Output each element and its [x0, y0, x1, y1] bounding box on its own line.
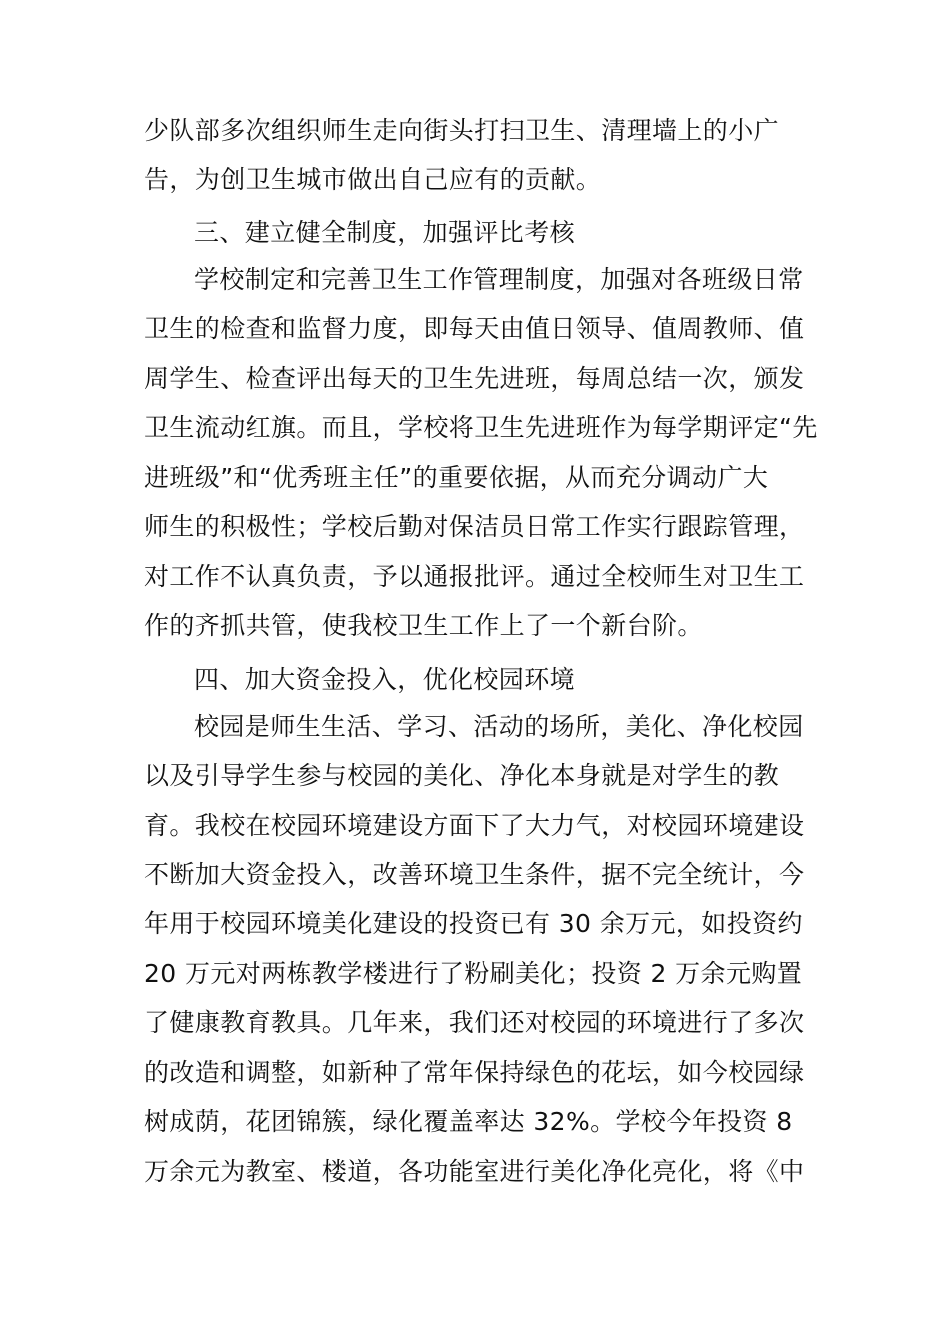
text-line: 年用于校园环境美化建设的投资已有 30 余万元，如投资约 [144, 909, 803, 938]
text-line: 20 万元对两栋教学楼进行了粉刷美化；投资 2 万余元购置 [144, 959, 803, 988]
text-line: 少队部多次组织师生走向街头打扫卫生、清理墙上的小广 [144, 116, 780, 145]
text-line: 卫生流动红旗。而且，学校将卫生先进班作为每学期评定“先 [144, 413, 818, 442]
text-line: 对工作不认真负责，予以通报批评。通过全校师生对卫生工 [144, 562, 805, 591]
text-line: 卫生的检查和监督力度，即每天由值日领导、值周教师、值 [144, 314, 805, 343]
text-line: 不断加大资金投入，改善环境卫生条件，据不完全统计，今 [144, 860, 805, 889]
text-line: 以及引导学生参与校园的美化、净化本身就是对学生的教 [144, 761, 780, 790]
text-line: 校园是师生生活、学习、活动的场所，美化、净化校园 [194, 712, 804, 741]
text-line: 学校制定和完善卫生工作管理制度，加强对各班级日常 [194, 265, 804, 294]
text-line: 进班级”和“优秀班主任”的重要依据，从而充分调动广大 [144, 463, 769, 492]
section-heading: 四、加大资金投入，优化校园环境 [194, 665, 576, 694]
text-line: 育。我校在校园环境建设方面下了大力气，对校园环境建设 [144, 811, 805, 840]
text-line: 师生的积极性；学校后勤对保洁员日常工作实行跟踪管理， [144, 512, 805, 541]
section-heading: 三、建立健全制度，加强评比考核 [194, 218, 576, 247]
text-line: 作的齐抓共管，使我校卫生工作上了一个新台阶。 [144, 611, 703, 640]
text-line: 万余元为教室、楼道，各功能室进行美化净化亮化，将《中 [144, 1157, 805, 1186]
text-line: 告，为创卫生城市做出自己应有的贡献。 [144, 165, 602, 194]
text-line: 的改造和调整，如新种了常年保持绿色的花坛，如今校园绿 [144, 1058, 805, 1087]
text-line: 周学生、检查评出每天的卫生先进班，每周总结一次，颁发 [144, 364, 805, 393]
text-line: 了健康教育教具。几年来，我们还对校园的环境进行了多次 [144, 1008, 805, 1037]
text-line: 树成荫，花团锦簇，绿化覆盖率达 32%。学校今年投资 8 [144, 1107, 793, 1136]
